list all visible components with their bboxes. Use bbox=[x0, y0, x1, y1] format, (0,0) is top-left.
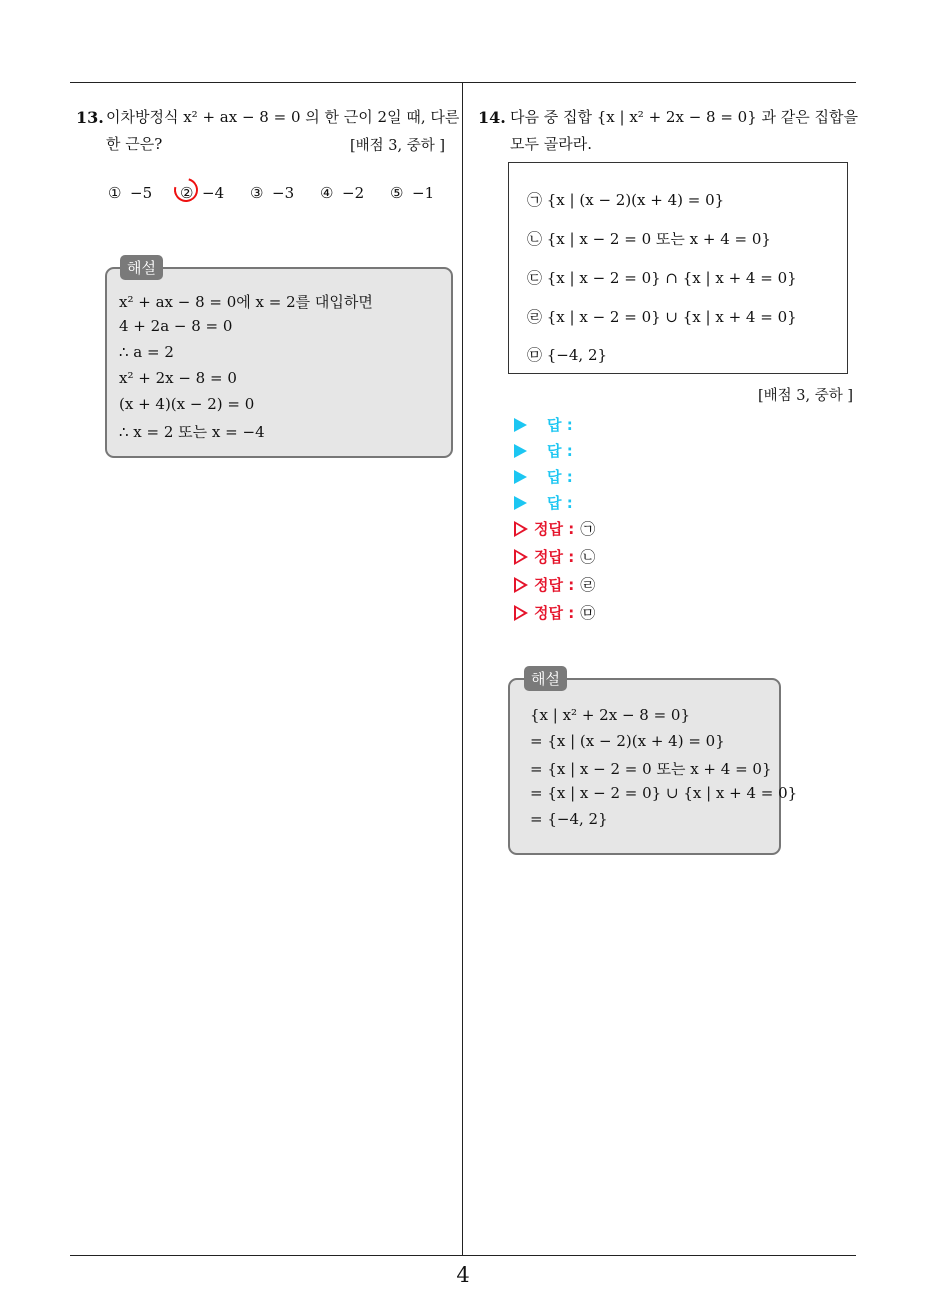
answer-label: 답 : bbox=[547, 494, 573, 512]
choice-1[interactable] bbox=[108, 184, 152, 202]
question-13-solution-tag: 해설 bbox=[120, 255, 163, 280]
correct-label: 정답 : bbox=[534, 548, 575, 566]
top-rule bbox=[70, 82, 856, 83]
solution-line: {x | x² + 2x − 8 = 0} bbox=[530, 706, 691, 724]
correct-answer-3 bbox=[514, 574, 595, 595]
choice-5[interactable] bbox=[390, 184, 434, 202]
solution-line: x² + ax − 8 = 0에 x = 2를 대입하면 bbox=[119, 293, 373, 311]
choice-value: −2 bbox=[342, 184, 365, 202]
correct-value: ㉡ bbox=[580, 548, 596, 566]
choice-mark: ② bbox=[180, 184, 194, 202]
question-14-number: 14. bbox=[478, 108, 506, 127]
solution-line: 4 + 2a − 8 = 0 bbox=[119, 317, 233, 335]
page-number: 4 bbox=[456, 1263, 470, 1287]
choice-value: −3 bbox=[272, 184, 295, 202]
correct-label: 정답 : bbox=[534, 520, 575, 538]
choice-2[interactable] bbox=[180, 184, 224, 202]
solution-line: = {x | x − 2 = 0} ∪ {x | x + 4 = 0} bbox=[530, 784, 798, 802]
option-3: ㉢ {x | x − 2 = 0} ∩ {x | x + 4 = 0} bbox=[527, 269, 797, 287]
outline-triangle-icon bbox=[514, 521, 528, 537]
question-14-options-box bbox=[508, 162, 848, 374]
question-13-score: [배점 3, 중하 ] bbox=[350, 138, 446, 154]
choice-mark: ⑤ bbox=[390, 184, 404, 202]
question-14-score: [배점 3, 중하 ] bbox=[758, 388, 854, 404]
solution-line: (x + 4)(x − 2) = 0 bbox=[119, 395, 255, 413]
option-1: ㉠ {x | (x − 2)(x + 4) = 0} bbox=[527, 191, 725, 209]
correct-value: ㉠ bbox=[580, 520, 596, 538]
correct-answer-4 bbox=[514, 602, 595, 623]
choice-mark: ④ bbox=[320, 184, 334, 202]
answer-label: 답 : bbox=[547, 442, 573, 460]
outline-triangle-icon bbox=[514, 577, 528, 593]
correct-value: ㉤ bbox=[580, 604, 596, 622]
solution-line: x² + 2x − 8 = 0 bbox=[119, 369, 237, 387]
choice-value: −4 bbox=[202, 184, 225, 202]
option-4: ㉣ {x | x − 2 = 0} ∪ {x | x + 4 = 0} bbox=[527, 308, 797, 326]
play-triangle-icon bbox=[514, 418, 527, 432]
play-triangle-icon bbox=[514, 444, 527, 458]
question-14-text-line1: 다음 중 집합 {x | x² + 2x − 8 = 0} 과 같은 집합을 bbox=[510, 108, 859, 126]
answer-label: 답 : bbox=[547, 416, 573, 434]
choice-mark: ③ bbox=[250, 184, 264, 202]
question-13-text-line2: 한 근은? bbox=[106, 135, 163, 153]
question-13-number: 13. bbox=[76, 108, 104, 127]
column-divider bbox=[462, 82, 463, 1255]
question-13-solution-box bbox=[105, 267, 453, 458]
option-5: ㉤ {−4, 2} bbox=[527, 346, 608, 364]
play-triangle-icon bbox=[514, 496, 527, 510]
option-2: ㉡ {x | x − 2 = 0 또는 x + 4 = 0} bbox=[527, 230, 771, 248]
solution-line: = {x | (x − 2)(x + 4) = 0} bbox=[530, 732, 725, 750]
outline-triangle-icon bbox=[514, 605, 528, 621]
correct-answer-2 bbox=[514, 546, 595, 567]
choice-mark: ① bbox=[108, 184, 122, 202]
solution-line: = {x | x − 2 = 0 또는 x + 4 = 0} bbox=[530, 760, 772, 778]
correct-label: 정답 : bbox=[534, 576, 575, 594]
outline-triangle-icon bbox=[514, 549, 528, 565]
solution-line: ∴ a = 2 bbox=[119, 343, 174, 361]
answer-blank-2[interactable] bbox=[514, 440, 573, 461]
question-14-solution-tag: 해설 bbox=[524, 666, 567, 691]
correct-label: 정답 : bbox=[534, 604, 575, 622]
question-13-text-line1: 이차방정식 x² + ax − 8 = 0 의 한 근이 2일 때, 다른 bbox=[106, 108, 460, 126]
answer-blank-4[interactable] bbox=[514, 492, 573, 513]
choice-4[interactable] bbox=[320, 184, 364, 202]
solution-line: ∴ x = 2 또는 x = −4 bbox=[119, 423, 265, 441]
choice-value: −1 bbox=[412, 184, 435, 202]
play-triangle-icon bbox=[514, 470, 527, 484]
question-14-solution-box bbox=[508, 678, 798, 855]
choice-value: −5 bbox=[130, 184, 153, 202]
answer-blank-1[interactable] bbox=[514, 414, 573, 435]
question-14-text-line2: 모두 골라라. bbox=[510, 135, 592, 153]
choice-3[interactable] bbox=[250, 184, 294, 202]
correct-answer-1 bbox=[514, 518, 595, 539]
answer-label: 답 : bbox=[547, 468, 573, 486]
bottom-rule bbox=[70, 1255, 856, 1256]
answer-blank-3[interactable] bbox=[514, 466, 573, 487]
solution-line: = {−4, 2} bbox=[530, 810, 608, 828]
correct-value: ㉣ bbox=[580, 576, 596, 594]
